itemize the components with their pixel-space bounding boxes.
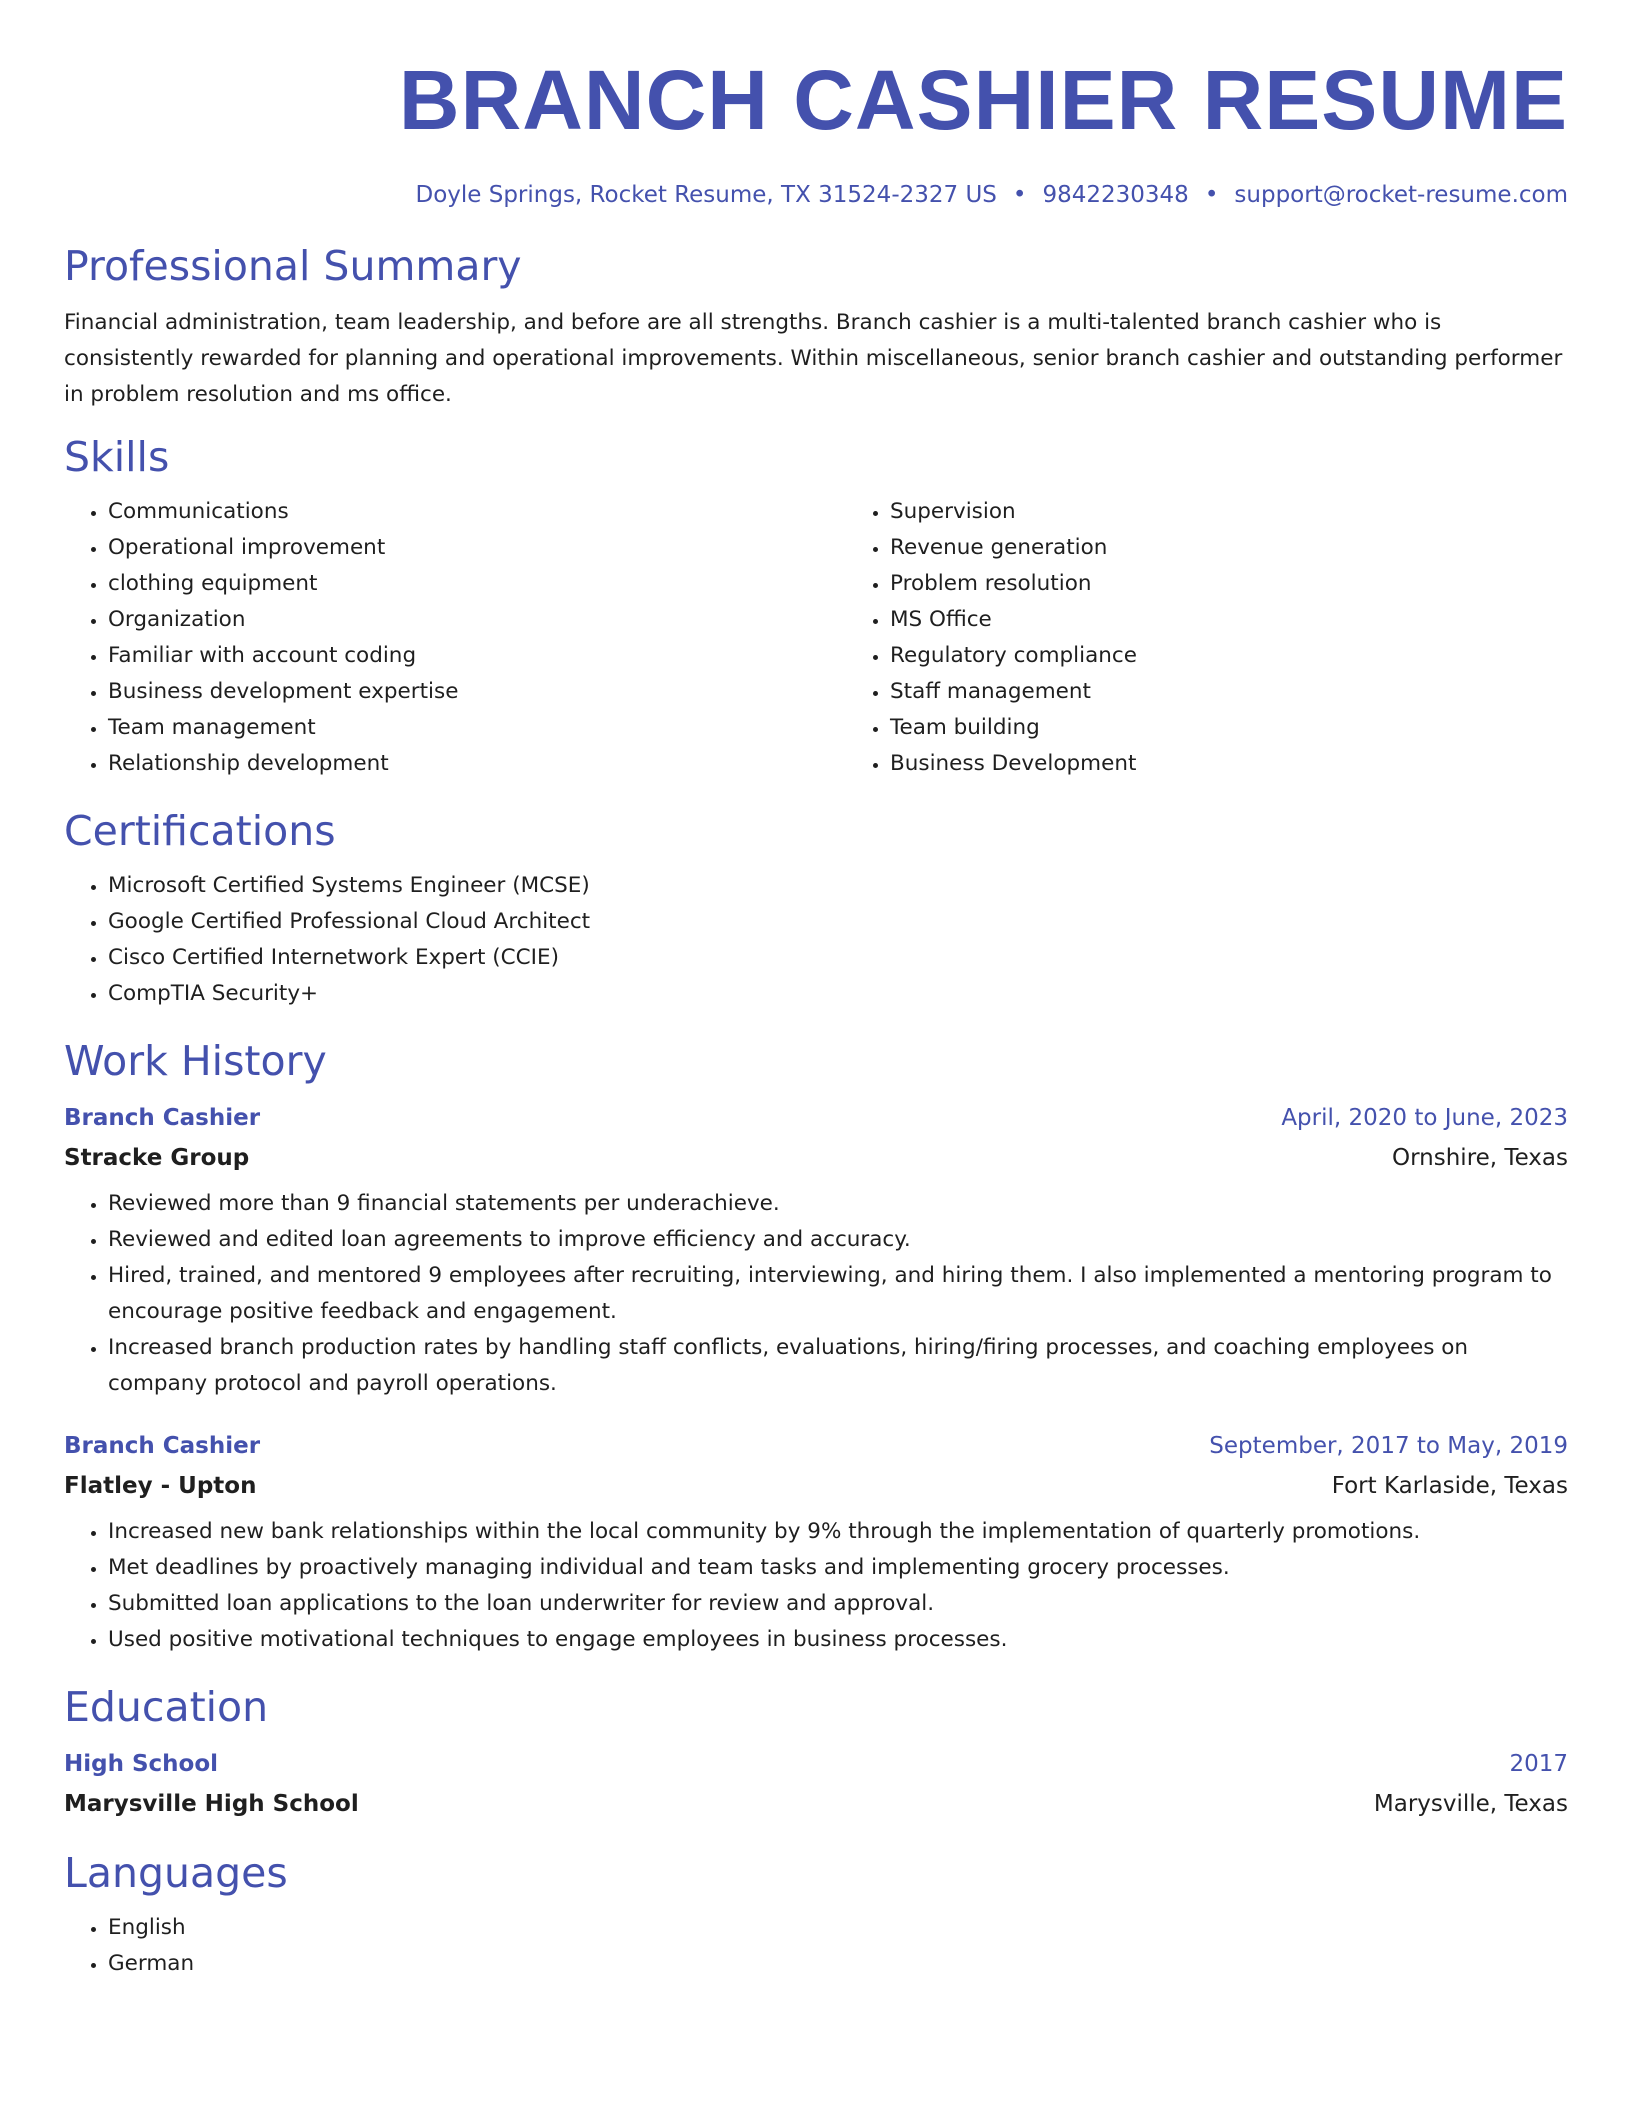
skill-item: • Relationship development	[108, 746, 846, 782]
education-header-row	[64, 1744, 1568, 1784]
education-year: 2017	[1509, 1751, 1568, 1777]
skill-item: • Organization	[108, 602, 846, 638]
job-title: Branch Cashier	[64, 1433, 261, 1459]
summary-heading: Professional Summary	[64, 242, 522, 290]
skills-grid	[64, 482, 1568, 782]
job-bullet: • Increased new bank relationships within the local community by 9% through the implementation of quarterly promotions.	[108, 1514, 1568, 1550]
education-heading: Education	[64, 1683, 269, 1731]
skill-item: • MS Office	[890, 602, 1628, 638]
job-header-row	[64, 1098, 1568, 1138]
skill-item: • Revenue generation	[890, 530, 1628, 566]
job-bullet: • Reviewed and edited loan agreements to improve efficiency and accuracy.	[108, 1222, 1568, 1258]
certifications-section	[64, 806, 1568, 1012]
languages-section	[64, 1848, 1568, 1982]
languages-list	[64, 1910, 1568, 1982]
job-entry	[64, 1426, 1568, 1658]
job-company-row	[64, 1466, 1568, 1506]
certification-item: • CompTIA Security+	[108, 976, 1568, 1012]
job-dates: September, 2017 to May, 2019	[1209, 1433, 1568, 1459]
skills-list-right	[846, 494, 1628, 782]
language-item: • German	[108, 1946, 1568, 1982]
job-bullets	[64, 1186, 1568, 1402]
job-company-row	[64, 1138, 1568, 1178]
work-history-section	[64, 1036, 1568, 1658]
certification-item: • Cisco Certified Internetwork Expert (CCIE)	[108, 940, 1568, 976]
job-bullets	[64, 1514, 1568, 1658]
skill-item: • Business Development	[890, 746, 1628, 782]
job-bullet: • Hired, trained, and mentored 9 employees after recruiting, interviewing, and hiring them. I also implemented a mentoring program to encourage positive feedback and engagement.	[108, 1258, 1568, 1330]
summary-section	[64, 241, 1568, 413]
resume-header	[64, 50, 1568, 210]
job-company: Flatley - Upton	[64, 1473, 257, 1499]
contact-email[interactable]: support@rocket-resume.com	[1234, 182, 1568, 208]
education-section	[64, 1682, 1568, 1824]
contact-address: Doyle Springs, Rocket Resume, TX 31524-2327 US	[415, 182, 997, 208]
skill-item: • clothing equipment	[108, 566, 846, 602]
job-location: Ornshire, Texas	[1392, 1145, 1568, 1171]
certifications-list	[64, 868, 1568, 1012]
language-item: • English	[108, 1910, 1568, 1946]
job-bullet: • Reviewed more than 9 financial statements per underachieve.	[108, 1186, 1568, 1222]
contact-phone: 9842230348	[1042, 182, 1189, 208]
skill-item: • Operational improvement	[108, 530, 846, 566]
job-location: Fort Karlaside, Texas	[1331, 1473, 1568, 1499]
certifications-heading: Certifications	[64, 807, 336, 855]
skill-item: • Problem resolution	[890, 566, 1628, 602]
contact-line	[64, 180, 1568, 210]
skill-item: • Staff management	[890, 674, 1628, 710]
contact-separator: •	[1012, 182, 1027, 208]
job-entry	[64, 1098, 1568, 1402]
skill-item: • Supervision	[890, 494, 1628, 530]
work-history-heading: Work History	[64, 1037, 327, 1085]
summary-text: Financial administration, team leadership, and before are all strengths. Branch cashier is a multi-talented branch cashier who is consistently rewarded for planning and operational improvements. Within miscellaneous, senior branch cashier and outstanding performer in problem resolution and ms office.	[64, 310, 1563, 407]
skills-section	[64, 432, 1568, 782]
contact-separator: •	[1204, 182, 1219, 208]
skill-item: • Regulatory compliance	[890, 638, 1628, 674]
skills-list-left	[64, 494, 846, 782]
skill-item: • Communications	[108, 494, 846, 530]
education-school-row	[64, 1784, 1568, 1824]
job-title: Branch Cashier	[64, 1105, 261, 1131]
certification-item: • Google Certified Professional Cloud Architect	[108, 904, 1568, 940]
job-bullet: • Used positive motivational techniques to engage employees in business processes.	[108, 1622, 1568, 1658]
job-bullet: • Met deadlines by proactively managing individual and team tasks and implementing grocery processes.	[108, 1550, 1568, 1586]
certification-item: • Microsoft Certified Systems Engineer (MCSE)	[108, 868, 1568, 904]
skill-item: • Team building	[890, 710, 1628, 746]
job-dates: April, 2020 to June, 2023	[1281, 1105, 1568, 1131]
skill-item: • Business development expertise	[108, 674, 846, 710]
skills-heading: Skills	[64, 433, 170, 481]
job-header-row	[64, 1426, 1568, 1466]
education-degree: High School	[64, 1751, 219, 1777]
languages-heading: Languages	[64, 1849, 288, 1897]
education-entry	[64, 1744, 1568, 1824]
education-location: Marysville, Texas	[1373, 1791, 1568, 1817]
skill-item: • Team management	[108, 710, 846, 746]
job-company: Stracke Group	[64, 1145, 250, 1171]
job-bullet: • Increased branch production rates by handling staff conflicts, evaluations, hiring/firing processes, and coaching employees on company protocol and payroll operations.	[108, 1330, 1568, 1402]
job-bullet: • Submitted loan applications to the loan underwriter for review and approval.	[108, 1586, 1568, 1622]
education-school: Marysville High School	[64, 1791, 359, 1817]
skill-item: • Familiar with account coding	[108, 638, 846, 674]
resume-title: BRANCH CASHIER RESUME	[398, 53, 1568, 147]
